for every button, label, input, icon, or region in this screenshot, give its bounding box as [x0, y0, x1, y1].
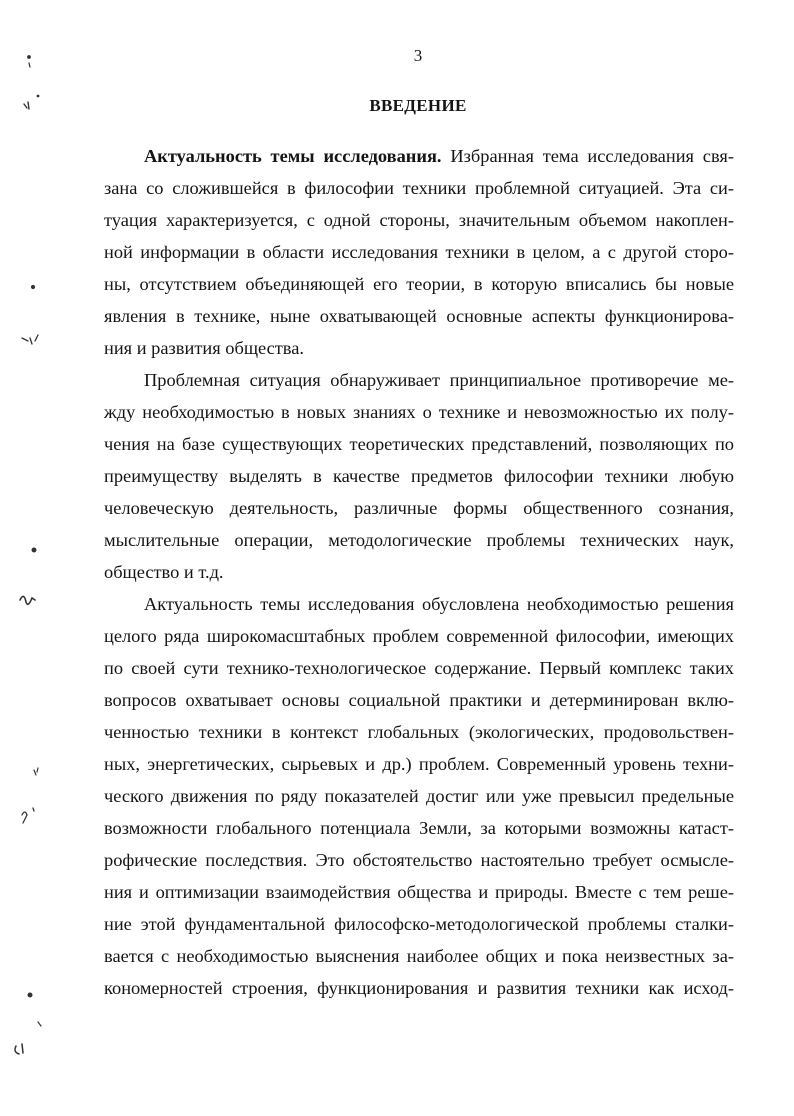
- scan-speck: [22, 808, 34, 823]
- scan-speck: [29, 63, 30, 67]
- text-line: ние этой фундаментальной философско-методологической проблемы сталки-: [104, 914, 734, 934]
- body-text: [104, 140, 734, 1004]
- text-line: зана со сложившейся в философии техники проблемной ситуацией. Эта си-: [104, 178, 734, 198]
- text-line: ченностью техники в контекст глобальных (экологических, продовольствен-: [104, 722, 734, 742]
- text-line: Проблемная ситуация обнаруживает принципиальное противоречие ме-: [144, 370, 734, 390]
- text-line: вопросов охватывает основы социальной практики и детерминирован вклю-: [104, 690, 734, 710]
- scan-speck: [24, 102, 29, 109]
- text-line: туация характеризуется, с одной стороны, значительным объемом накоплен-: [104, 210, 734, 230]
- scan-speck: [28, 56, 31, 59]
- text-line: целого ряда широкомасштабных проблем современной философии, имеющих: [104, 626, 734, 646]
- scan-artifacts: [0, 0, 80, 1116]
- text-line: ческого движения по ряду показателей достиг или уже превысил предельные: [104, 786, 734, 806]
- text-line: ния и оптимизации взаимодействия общества и природы. Вместе с тем реше-: [104, 882, 734, 902]
- paragraph-lead: Актуальность темы исследования.: [144, 146, 442, 166]
- page-number: 3: [413, 46, 423, 65]
- scan-speck: [28, 993, 32, 997]
- section-heading: ВВЕДЕНИЕ: [369, 96, 467, 115]
- text-line: мыслительные операции, методологические проблемы технических наук,: [104, 530, 734, 550]
- scan-speck: [37, 95, 39, 97]
- text-line: [104, 140, 734, 172]
- text-line: чения на базе существующих теоретических представлений, позволяющих по: [104, 434, 734, 454]
- text-line: ной информации в области исследования техники в целом, а с другой сторо-: [104, 242, 734, 262]
- text-line: ных, энергетических, сырьевых и др.) проблем. Современный уровень техни-: [104, 754, 734, 774]
- scan-speck: [20, 596, 35, 604]
- scan-speck: [38, 1022, 41, 1026]
- scan-speck: [15, 1044, 23, 1054]
- text-line: Актуальность темы исследования обусловлена необходимостью решения: [144, 594, 734, 614]
- scan-speck: [22, 335, 38, 344]
- text-line: явления в технике, ныне охватывающей основные аспекты функционирова-: [104, 306, 734, 326]
- text-line: преимуществу выделять в качестве предметов философии техники любую: [104, 466, 734, 486]
- text-line: по своей сути технико-технологическое содержание. Первый комплекс таких: [104, 658, 734, 678]
- text-line: ния и развития общества.: [104, 338, 304, 358]
- text-line: человеческую деятельность, различные формы общественного сознания,: [104, 498, 734, 518]
- text-line: общество и т.д.: [104, 562, 224, 582]
- scan-speck: [31, 285, 34, 288]
- text-line: кономерностей строения, функционирования и развития техники как исход-: [104, 978, 734, 998]
- text-line: возможности глобального потенциала Земли, за которыми возможны катаст-: [104, 818, 734, 838]
- text-line: жду необходимостью в новых знаниях о технике и невозможностью их полу-: [104, 402, 734, 422]
- scan-speck: [34, 768, 38, 775]
- text-line: рофические последствия. Это обстоятельство настоятельно требует осмысле-: [104, 850, 734, 870]
- text-line-content: Избранная тема исследования свя-: [441, 146, 734, 166]
- text-line: вается с необходимостью выяснения наиболее общих и пока неизвестных за-: [104, 946, 734, 966]
- scan-speck: [32, 548, 36, 552]
- text-line: ны, отсутствием объединяющей его теории, в которую вписались бы новые: [104, 274, 734, 294]
